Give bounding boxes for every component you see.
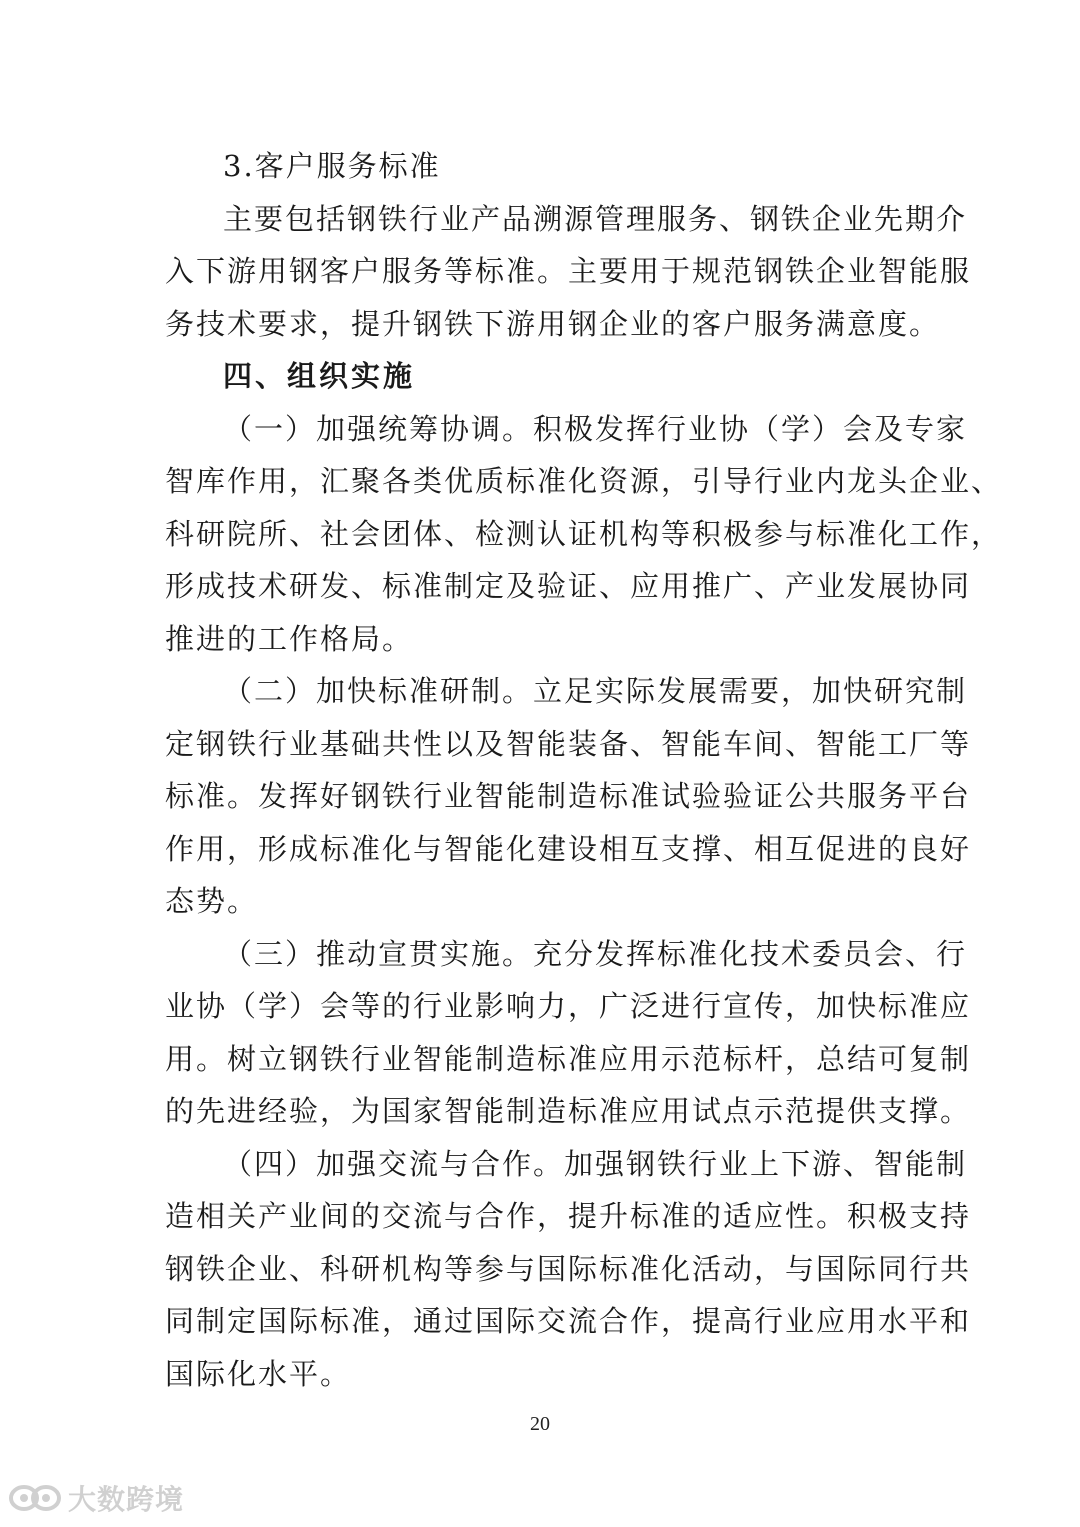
paragraph-line: 主要包括钢铁行业产品溯源管理服务、钢铁企业先期介 — [223, 201, 968, 236]
paragraph-line: 业协（学）会等的行业影响力，广泛进行宣传，加快标准应 — [165, 989, 972, 1023]
paragraph-line: 推进的工作格局。 — [165, 621, 414, 656]
paragraph-line: 用。树立钢铁行业智能制造标准应用示范标杆，总结可复制 — [165, 1041, 972, 1076]
paragraph-line: 作用，形成标准化与智能化建设相互支撑、相互促进的良好 — [165, 831, 972, 866]
paragraph-line: （二）加快标准研制。立足实际发展需要，加快研究制 — [223, 674, 968, 708]
paragraph-line: 钢铁企业、科研机构等参与国际标准化活动，与国际同行共 — [165, 1251, 972, 1286]
paragraph-line: （一）加强统筹协调。积极发挥行业协（学）会及专家 — [223, 411, 968, 446]
paragraph-line: 同制定国际标准，通过国际交流合作，提高行业应用水平和 — [165, 1304, 972, 1338]
paragraph-line: （四）加强交流与合作。加强钢铁行业上下游、智能制 — [223, 1146, 968, 1181]
watermark-text: 大数跨境 — [68, 1483, 185, 1516]
paragraph-line: 形成技术研发、标准制定及验证、应用推广、产业发展协同 — [165, 569, 972, 603]
paragraph-line: （三）推动宣贯实施。充分发挥标准化技术委员会、行 — [223, 936, 968, 971]
paragraph-line: 造相关产业间的交流与合作，提升标准的适应性。积极支持 — [165, 1199, 972, 1233]
paragraph-line: 定钢铁行业基础共性以及智能装备、智能车间、智能工厂等 — [165, 726, 972, 761]
paragraph-line: 标准。发挥好钢铁行业智能制造标准试验验证公共服务平台 — [165, 779, 972, 813]
section-title: 四、组织实施 — [223, 359, 416, 393]
subsection-heading: 3.客户服务标准 — [223, 149, 441, 183]
paragraph-line: 智库作用，汇聚各类优质标准化资源，引导行业内龙头企业、 — [165, 464, 1003, 498]
paragraph-line: 科研院所、社会团体、检测认证机构等积极参与标准化工作， — [165, 516, 1003, 551]
paragraph-line: 态势。 — [165, 884, 259, 918]
page-number: 20 — [530, 1413, 550, 1435]
paragraph-line: 的先进经验，为国家智能制造标准应用试点示范提供支撑。 — [165, 1094, 972, 1128]
document-body — [165, 140, 1003, 1400]
eye-logo-icon — [8, 1482, 62, 1514]
paragraph-line: 国际化水平。 — [165, 1356, 352, 1391]
paragraph-line: 务技术要求，提升钢铁下游用钢企业的客户服务满意度。 — [165, 306, 941, 341]
watermark — [8, 1478, 184, 1518]
paragraph-line: 入下游用钢客户服务等标准。主要用于规范钢铁企业智能服 — [165, 254, 972, 288]
